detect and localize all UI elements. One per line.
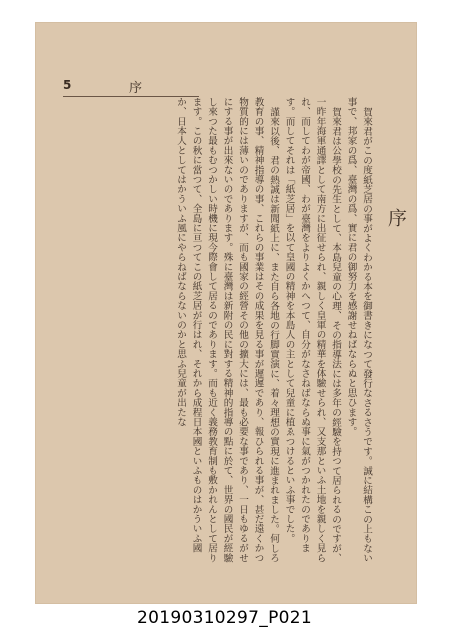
paragraph-3: 謹來以後、君の熱誠は新聞紙上に、また自ら各地の行脚實演に、着々理想の實現に進まれました。何しろ教育の事、精神指導の事、これらの事業はその成果を見る事が遲遲であり、報ひられる事が、甚だ遠くかつ物質的には薄いのでありますが、而も國家の經營その他の擴大には、最も必要な事であり、一日もゆるがせにする事が出來ないのであります。殊に臺灣は新附の民に對する精神的指導の點に於て、世界の國民が經驗し來つた最もむつかしい時機に現今際會して居るのであります。而も近く義務教育制も敷かれんとして居ります。この秋に當つて、全島に亘つてこの紙芝居が行はれ、それから成程日本國といふものはかういふ國か、日本人としてはかういふ風にやらねばならないのかと思ふ兒童が出たな: [175, 97, 279, 563]
running-head: 序: [129, 81, 143, 96]
page-number: 5: [63, 78, 72, 92]
image-caption: 20190310297_P021: [137, 608, 312, 628]
body-text: [82, 97, 374, 567]
chapter-title: 序: [385, 208, 407, 227]
paragraph-2: 賀來君は公學校の先生として、本島兒童の心理、その指導法には多年の經驗を持つて居られるのですが、一昨年海軍通譯として南方に出征せられ、親しく皇軍の精華を体驗せられ、又支那といふ土地を親しく見られ、而してわが帝國、わが臺灣をよりよくかへつて、自分がなさねばならぬ事に氣がつかれたのであります。而してそれは「紙芝居」を以て皇國の精神を本島人の主として兒童に植ゑつけるといふ事でした。: [283, 97, 341, 563]
document-page: [36, 23, 416, 603]
paragraph-1: 賀來君がこの度紙芝居の事がよくわかる本を御書きになつて發行なさるさうです。誠に結構この上もない事で、邦家の爲、臺灣の爲、實に君の御努力を感謝せねばならぬと思ひます。: [345, 97, 372, 563]
